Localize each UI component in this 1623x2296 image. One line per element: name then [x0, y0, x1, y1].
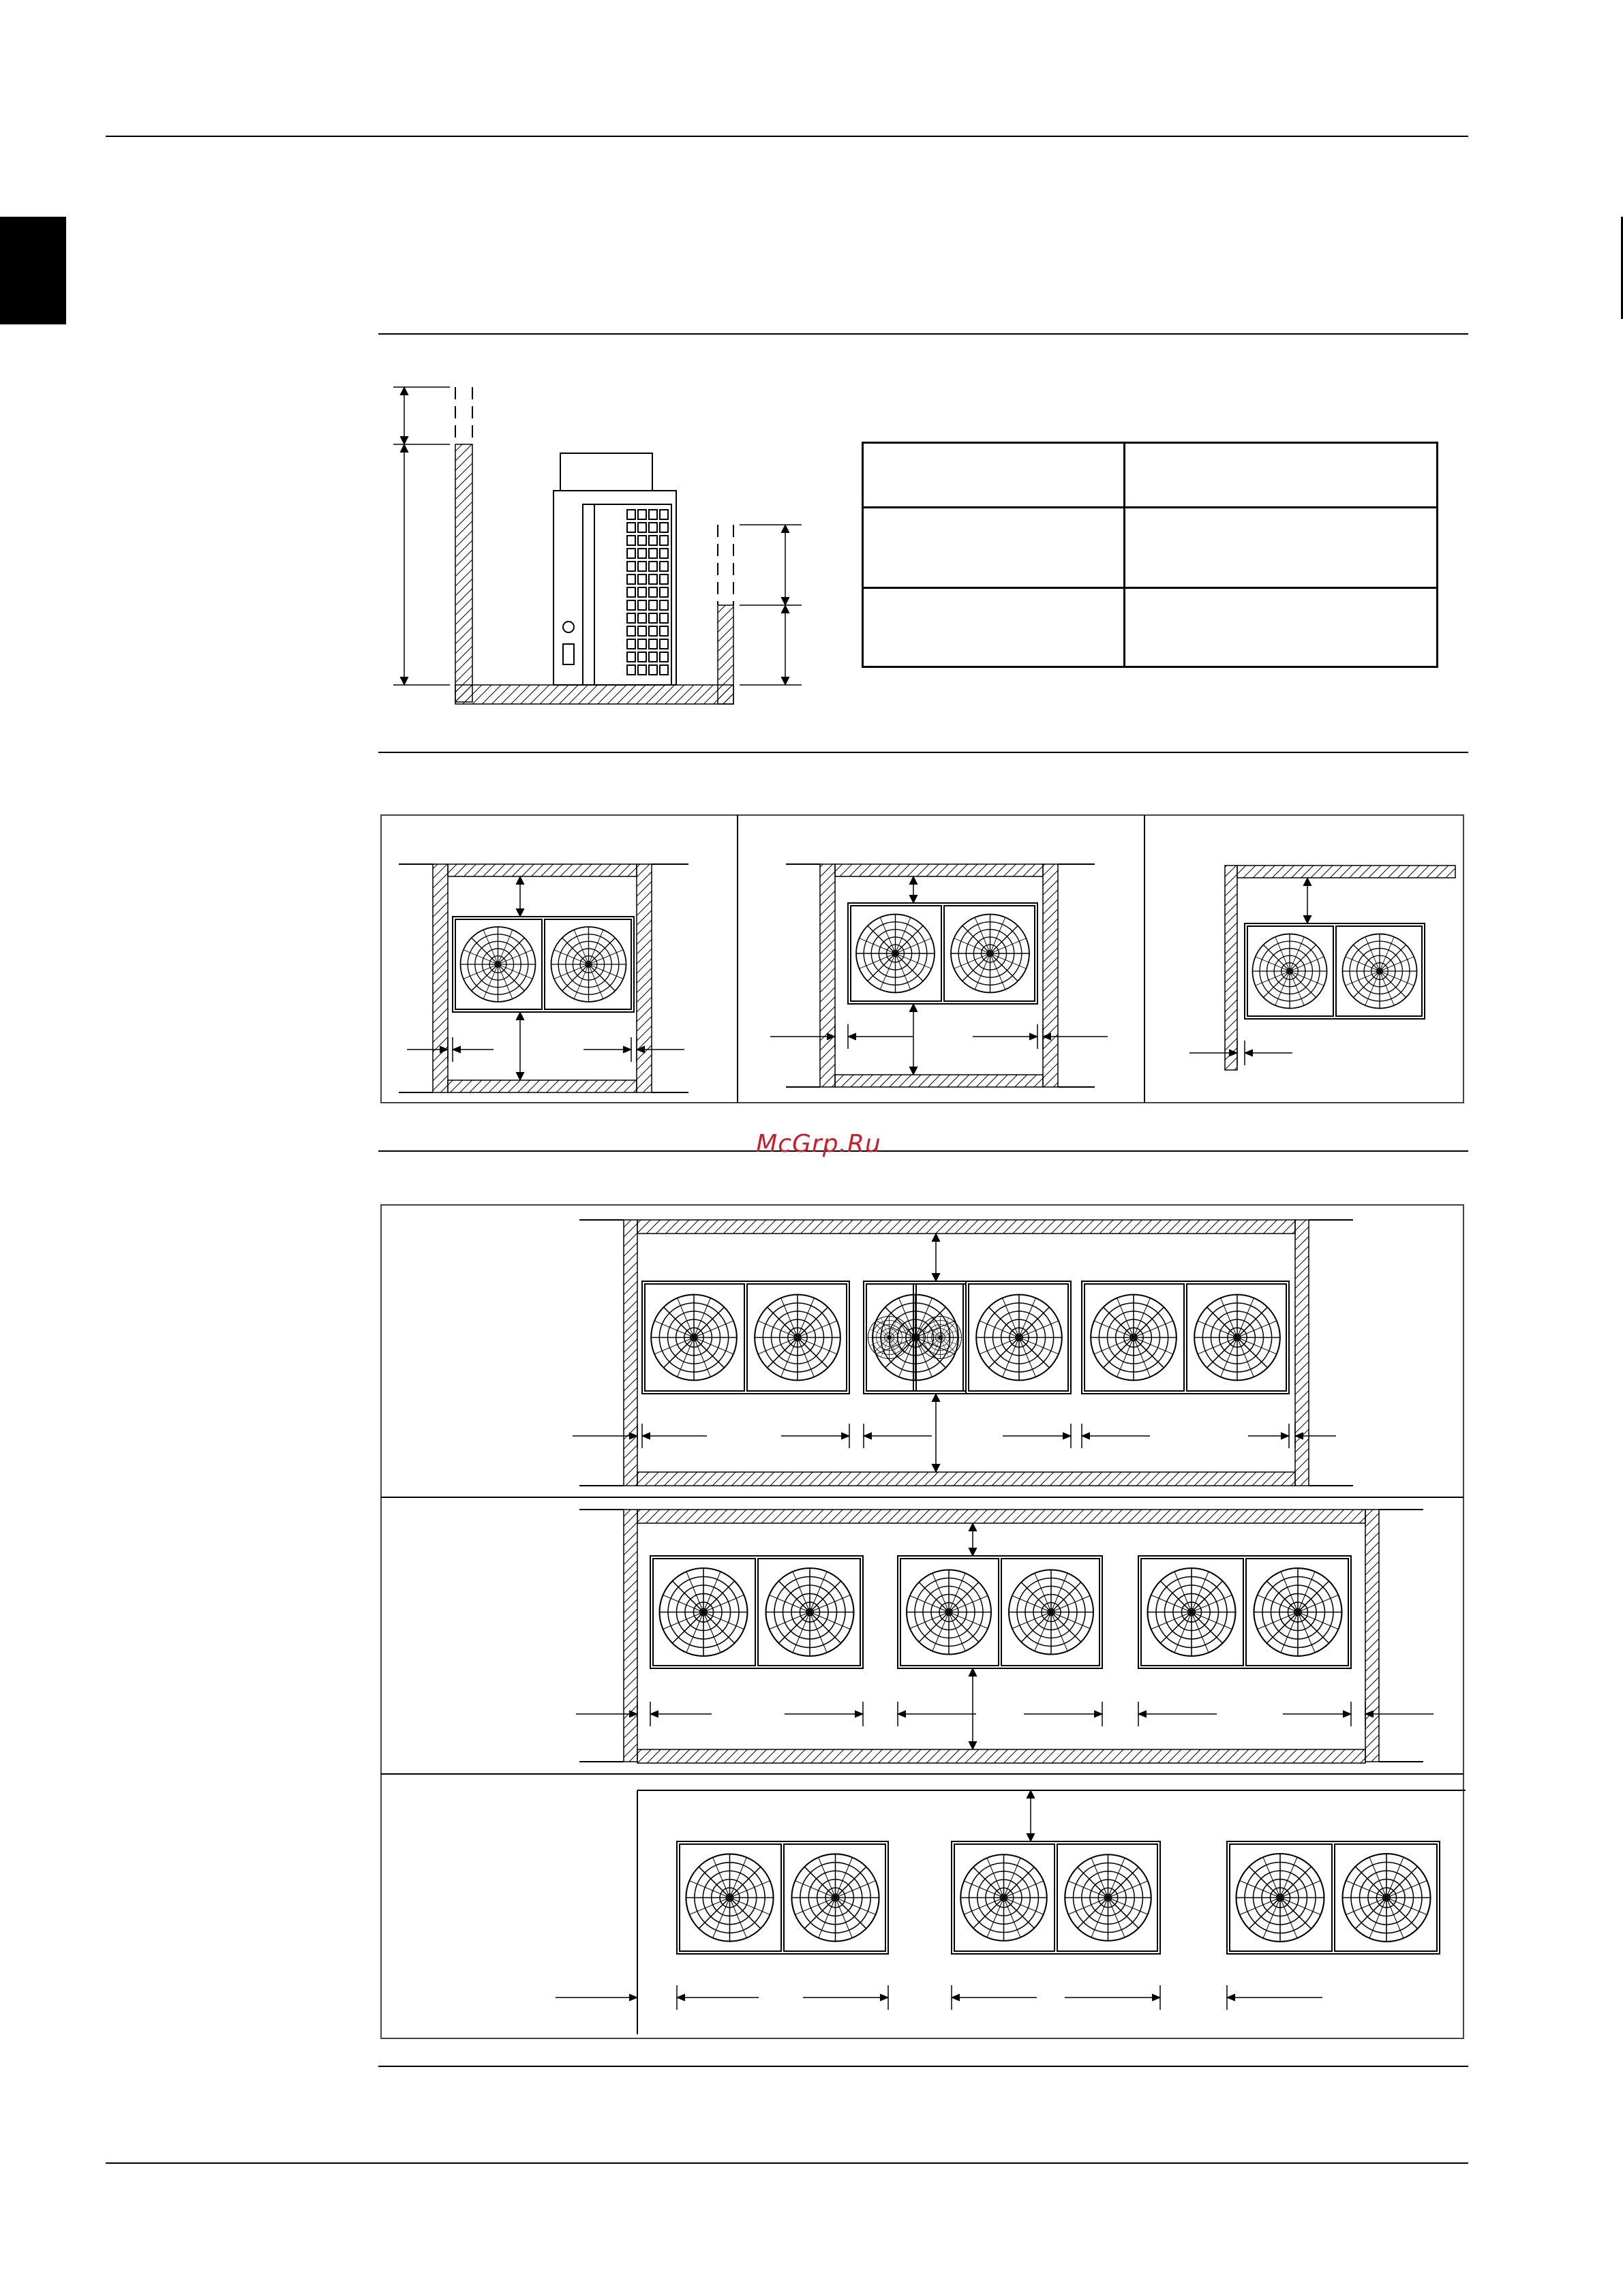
- grille-slot: [649, 639, 657, 649]
- grille-slot: [660, 587, 668, 597]
- fan-icon: [1343, 1854, 1431, 1942]
- dimension-arrow: [848, 1033, 856, 1040]
- dimension-arrow: [781, 597, 789, 605]
- fan-icon: [791, 1854, 879, 1941]
- watermark-text: McGrp.Ru: [756, 1130, 881, 1158]
- grille-slot: [649, 523, 657, 532]
- grille-slot: [627, 549, 635, 558]
- fan-icon: [766, 1568, 854, 1656]
- top-wall: [637, 1220, 1295, 1234]
- grille-slot: [638, 523, 646, 532]
- bottom-wall: [448, 1080, 637, 1092]
- dimension-arrow: [1152, 1994, 1160, 2001]
- dimension-arrow: [400, 387, 408, 395]
- top-wall: [448, 864, 637, 876]
- fan-icon: [1194, 1295, 1280, 1381]
- bottom-wall: [637, 1472, 1295, 1486]
- fan-icon: [1148, 1568, 1236, 1656]
- dimension-arrow: [516, 1072, 524, 1080]
- grille-slot: [627, 523, 635, 532]
- left-wall: [820, 864, 835, 1087]
- dimension-arrow: [1138, 1711, 1147, 1717]
- fan-icon: [873, 1295, 958, 1381]
- grille-slot: [627, 613, 635, 623]
- grille-slot: [627, 639, 635, 649]
- fan-icon: [1252, 934, 1326, 1008]
- dimension-arrow: [1281, 1433, 1289, 1439]
- right-wall: [1295, 1220, 1309, 1486]
- dimension-arrow: [781, 677, 789, 685]
- grille-slot: [660, 639, 668, 649]
- dimension-arrow: [969, 1523, 977, 1531]
- grille-slot: [649, 626, 657, 636]
- dimension-arrow: [1082, 1433, 1090, 1439]
- dimension-arrow: [516, 1012, 524, 1020]
- grille-slot: [627, 626, 635, 636]
- floor: [455, 685, 733, 704]
- grille-slot: [638, 562, 646, 571]
- grille-slot: [660, 510, 668, 519]
- grille-slot: [627, 536, 635, 545]
- dimension-arrow: [400, 436, 408, 444]
- grille-slot: [627, 575, 635, 584]
- left-wall: [1225, 866, 1237, 1070]
- dimension-arrow: [898, 1711, 906, 1717]
- right-wall: [637, 864, 652, 1092]
- dimension-arrow: [969, 1741, 977, 1749]
- fan-icon: [976, 1295, 1062, 1381]
- fan-icon: [1342, 934, 1416, 1008]
- grille-slot: [627, 562, 635, 571]
- dimension-arrow: [516, 876, 524, 885]
- grille-slot: [627, 652, 635, 662]
- dimension-arrow: [841, 1433, 849, 1439]
- fan-icon: [907, 1570, 991, 1655]
- right-wall: [1365, 1510, 1379, 1762]
- dimension-arrow: [909, 1004, 917, 1012]
- dimension-arrow: [932, 1394, 940, 1402]
- grille-slot: [660, 575, 668, 584]
- unit-label-plate: [563, 644, 574, 664]
- grille-slot: [638, 587, 646, 597]
- grille-slot: [649, 587, 657, 597]
- dimension-arrow: [1227, 1994, 1235, 2001]
- grille-slot: [649, 575, 657, 584]
- fan-icon: [461, 927, 536, 1002]
- dimension-arrow: [1343, 1711, 1351, 1717]
- grille-slot: [638, 639, 646, 649]
- grille-slot: [660, 523, 668, 532]
- dimension-arrow: [1027, 1833, 1035, 1841]
- fan-icon: [755, 1295, 840, 1381]
- dimension-arrow: [623, 1046, 631, 1053]
- fan-icon: [551, 927, 626, 1002]
- fan-icon: [960, 1854, 1046, 1940]
- grille-slot: [638, 536, 646, 545]
- dimension-arrow: [1245, 1050, 1253, 1056]
- fan-icon: [660, 1568, 748, 1656]
- grille-slot: [627, 587, 635, 597]
- dimension-arrow: [400, 677, 408, 685]
- right-wall: [718, 605, 733, 704]
- dimension-arrow: [1029, 1033, 1037, 1040]
- grille-slot: [649, 665, 657, 675]
- grille-slot: [649, 562, 657, 571]
- grille-slot: [638, 613, 646, 623]
- grille-slot: [660, 626, 668, 636]
- grille-slot: [649, 510, 657, 519]
- top-wall: [835, 864, 1043, 876]
- grille-slot: [649, 600, 657, 610]
- bottom-wall: [835, 1075, 1043, 1087]
- grille-slot: [627, 510, 635, 519]
- grille-slot: [660, 536, 668, 545]
- grille-slot: [638, 665, 646, 675]
- unit-fan-top: [560, 453, 652, 491]
- grille-slot: [638, 652, 646, 662]
- grille-slot: [638, 510, 646, 519]
- dimension-arrow: [781, 525, 789, 533]
- grille-slot: [638, 575, 646, 584]
- dimension-arrow: [864, 1433, 872, 1439]
- dimension-arrow: [1094, 1711, 1102, 1717]
- dimension-arrow: [400, 444, 408, 453]
- dimension-arrow: [781, 605, 789, 613]
- dimension-arrow: [909, 895, 917, 903]
- dimension-arrow: [1303, 878, 1311, 886]
- dimension-arrow: [932, 1464, 940, 1472]
- grille-slot: [660, 549, 668, 558]
- top-wall: [1237, 866, 1455, 878]
- dimension-arrow: [855, 1711, 863, 1717]
- grille-slot: [638, 549, 646, 558]
- dimension-arrow: [453, 1046, 461, 1053]
- dimension-arrow: [932, 1234, 940, 1242]
- grille-slot: [660, 600, 668, 610]
- dimension-arrow: [629, 1994, 637, 2001]
- dimension-arrow: [909, 1067, 917, 1075]
- dimension-arrow: [932, 1273, 940, 1281]
- left-wall: [455, 444, 472, 702]
- dimension-arrow: [642, 1433, 650, 1439]
- fan-icon: [1254, 1568, 1342, 1656]
- grille-slot: [660, 613, 668, 623]
- left-wall: [624, 1220, 637, 1486]
- grille-slot: [638, 600, 646, 610]
- left-wall: [433, 864, 448, 1092]
- grille-slot: [649, 613, 657, 623]
- fan-icon: [1009, 1570, 1093, 1655]
- top-wall: [637, 1510, 1365, 1523]
- left-wall: [624, 1510, 637, 1762]
- grille-slot: [627, 600, 635, 610]
- fan-icon: [651, 1295, 737, 1381]
- fan-icon: [951, 915, 1029, 993]
- fan-icon: [856, 915, 935, 993]
- grille-slot: [638, 626, 646, 636]
- fan-icon: [1237, 1854, 1324, 1942]
- grille-slot: [649, 536, 657, 545]
- grille-slot: [649, 549, 657, 558]
- dimension-arrow: [909, 876, 917, 885]
- dimension-arrow: [969, 1668, 977, 1677]
- dimension-arrow: [677, 1994, 685, 2001]
- fan-icon: [686, 1854, 773, 1941]
- dimension-arrow: [880, 1994, 888, 2001]
- dimension-arrow: [1063, 1433, 1071, 1439]
- dimension-arrow: [650, 1711, 658, 1717]
- unit-knob: [563, 622, 574, 632]
- dimension-arrow: [952, 1994, 960, 2001]
- dimension-arrow: [969, 1548, 977, 1556]
- grille-slot: [660, 562, 668, 571]
- dimension-arrow: [1303, 915, 1311, 923]
- grille-slot: [660, 665, 668, 675]
- fan-icon: [1065, 1854, 1151, 1940]
- grille-slot: [649, 652, 657, 662]
- bottom-wall: [637, 1749, 1365, 1763]
- right-wall: [1043, 864, 1058, 1087]
- grille-slot: [660, 652, 668, 662]
- fan-icon: [1091, 1295, 1177, 1381]
- dimension-arrow: [516, 908, 524, 917]
- dimension-arrow: [1027, 1790, 1035, 1798]
- grille-slot: [627, 665, 635, 675]
